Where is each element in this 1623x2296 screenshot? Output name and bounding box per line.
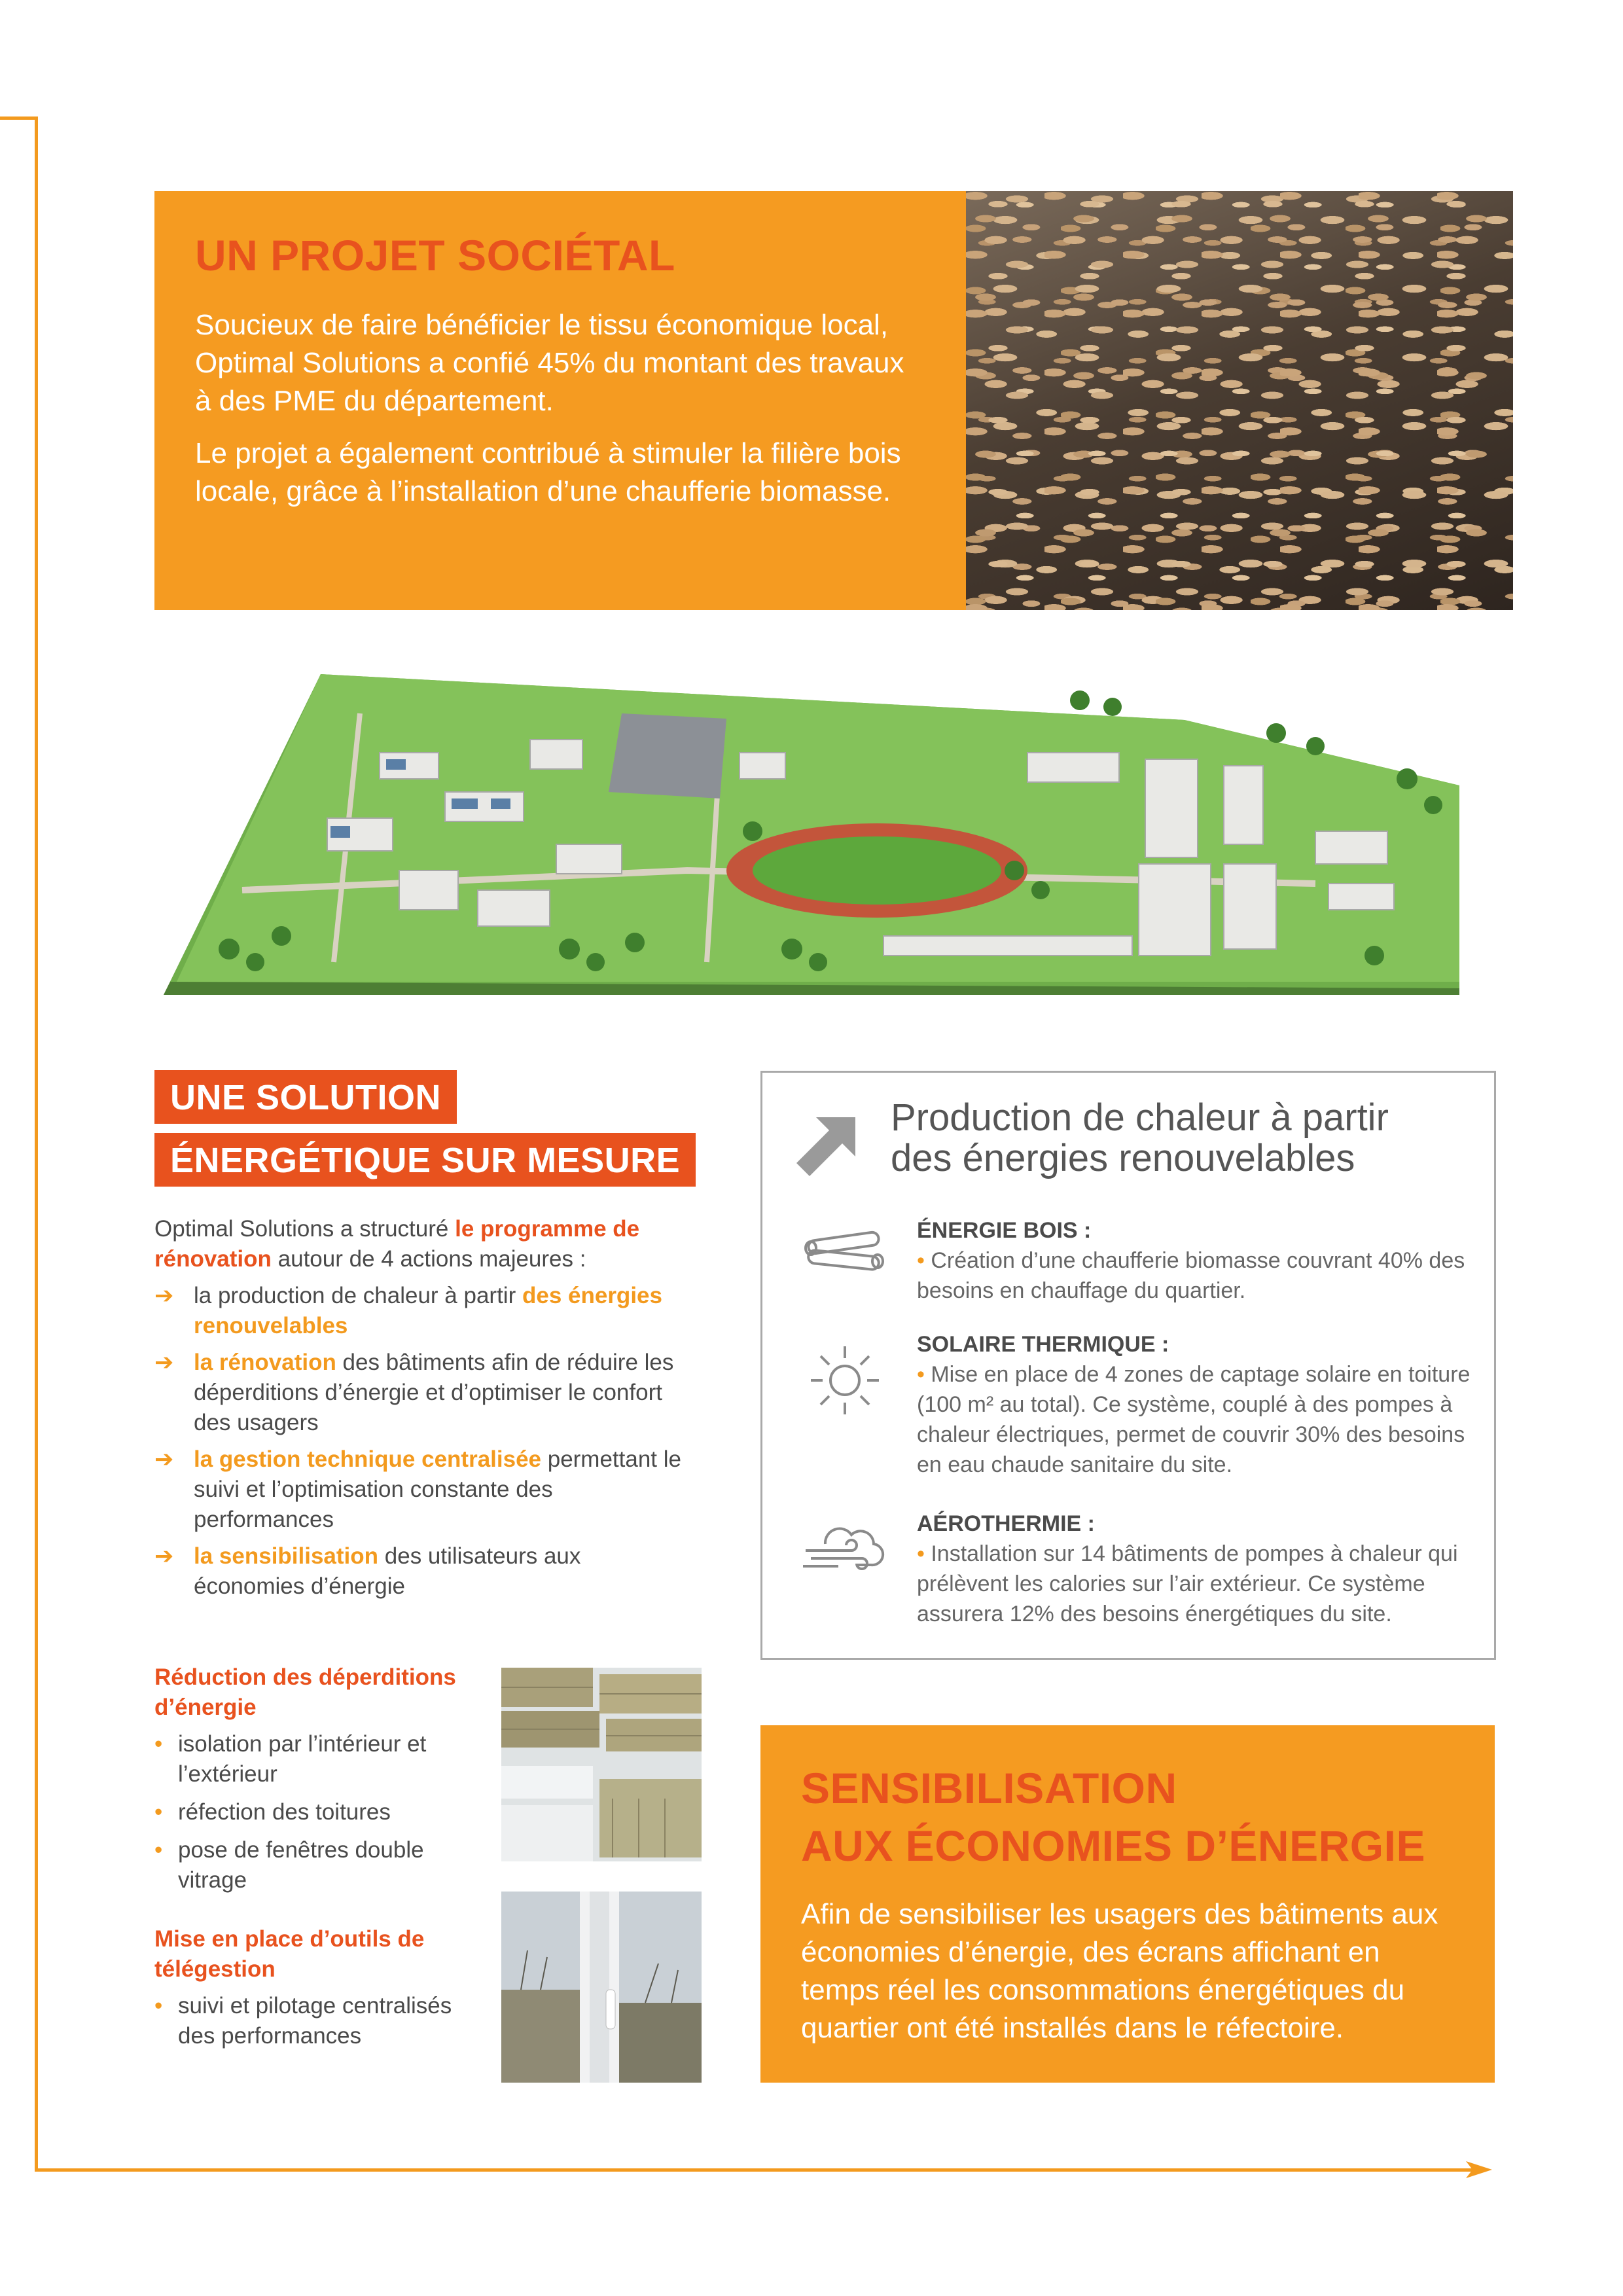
list-item: • réfection des toitures	[154, 1799, 391, 1825]
solaire-text: Mise en place de 4 zones de captage solaire en toiture (100 m² au total). Ce système, couplé à des pompes à chaleur électriques, permet de couvrir 30% des besoins en eau chaude sanitaire du site.	[917, 1362, 1471, 1477]
projet-title: UN PROJET SOCIÉTAL	[195, 231, 675, 279]
frame-bottom-line	[35, 2168, 1474, 2172]
list-item: • pose de fenêtres double vitrage	[154, 1837, 424, 1893]
list-item: • suivi et pilotage centralisés des performances	[154, 1993, 452, 2049]
list-item: • isolation par l’intérieur et l’extérieur	[154, 1731, 427, 1787]
telegestion-block	[154, 1924, 482, 2059]
solution-body	[154, 1214, 698, 1602]
energie-bois-heading: ÉNERGIE BOIS :	[917, 1218, 1092, 1243]
projet-paragraph-2: Le projet a également contribué à stimuler la filière bois locale, grâce à l’installation d’une chaufferie biomasse.	[195, 437, 901, 507]
energie-bois-text: Création d’une chaufferie biomasse couvrant 40% des besoins en chauffage du quartier.	[917, 1248, 1465, 1303]
list-item: ➔ la rénovation des bâtiments afin de réduire les déperditions d’énergie et d’optimiser le confort des usagers	[154, 1348, 698, 1438]
projet-body	[195, 306, 921, 525]
woodchips-photo	[966, 191, 1513, 610]
production-card	[760, 1071, 1496, 1660]
arrow-right-icon: ➔	[154, 1446, 174, 1472]
reduction-list	[154, 1729, 482, 1895]
wood-logs-icon	[799, 1225, 888, 1277]
telegestion-title: Mise en place d’outils de télégestion	[154, 1926, 425, 1982]
reduction-block	[154, 1662, 482, 1903]
sun-icon	[806, 1341, 884, 1420]
arrow-right-icon: ➔	[154, 1283, 174, 1308]
arrow-right-icon: ➔	[154, 1350, 174, 1375]
arrow-up-right-icon	[790, 1111, 862, 1183]
solution-tag-line-2: ÉNERGÉTIQUE SUR MESURE	[154, 1133, 696, 1187]
aerothermie-section: AÉROTHERMIE : • Installation sur 14 bâtiments de pompes à chaleur qui prélèvent les calories sur l’air extérieur. Ce système assurera 12% des besoins énergétiques du site.	[917, 1509, 1473, 1629]
reduction-title: Réduction des déperditions d’énergie	[154, 1664, 456, 1720]
telegestion-list	[154, 1991, 482, 2051]
frame-arrow-icon	[1466, 2159, 1492, 2181]
solaire-heading: SOLAIRE THERMIQUE :	[917, 1332, 1169, 1357]
solution-tag-line-1: UNE SOLUTION	[154, 1070, 457, 1124]
energie-bois-section: ÉNERGIE BOIS : • Création d’une chaufferie biomasse couvrant 40% des besoins en chauffage du quartier.	[917, 1215, 1473, 1306]
actions-list	[154, 1281, 698, 1602]
solution-intro: Optimal Solutions a structuré le programme de rénovation autour de 4 actions majeures :	[154, 1216, 640, 1272]
frame-top-line	[0, 117, 38, 120]
sensibilisation-title: SENSIBILISATION AUX ÉCONOMIES D’ÉNERGIE	[801, 1764, 1425, 1870]
solaire-section: SOLAIRE THERMIQUE : • Mise en place de 4 zones de captage solaire en toiture (100 m² au total). Ce système, couplé à des pompes à chaleur électriques, permet de couvrir 30% des besoins en eau chaude sanitaire du site.	[917, 1329, 1473, 1480]
projet-panel	[154, 191, 966, 610]
sensibilisation-panel	[760, 1725, 1495, 2083]
production-title: Production de chaleur à partir des énergies renouvelables	[891, 1096, 1389, 1179]
list-item: ➔ la production de chaleur à partir des énergies renouvelables	[154, 1281, 698, 1341]
projet-paragraph-1: Soucieux de faire bénéficier le tissu économique local, Optimal Solutions a confié 45% du montant des travaux à des PME du département.	[195, 309, 904, 417]
campus-aerial-image	[164, 674, 1459, 995]
frame-left-line	[35, 117, 38, 2172]
aerothermie-text: Installation sur 14 bâtiments de pompes à chaleur qui prélèvent les calories sur l’air extérieur. Ce système assurera 12% des besoins énergétiques du site.	[917, 1541, 1458, 1626]
insulation-photo	[501, 1668, 702, 1861]
list-item: ➔ la gestion technique centralisée permettant le suivi et l’optimisation constante des performances	[154, 1444, 698, 1535]
list-item: ➔ la sensibilisation des utilisateurs aux économies d’énergie	[154, 1541, 698, 1602]
arrow-right-icon: ➔	[154, 1543, 174, 1569]
aerothermie-heading: AÉROTHERMIE :	[917, 1511, 1095, 1536]
sensibilisation-text: Afin de sensibiliser les usagers des bâtiments aux économies d’énergie, des écrans affichant en temps réel les consommations énergétiques du quartier ont été installés dans le réfectoire.	[801, 1898, 1438, 2044]
window-photo	[501, 1892, 702, 2083]
cloud-wind-icon	[799, 1518, 891, 1577]
